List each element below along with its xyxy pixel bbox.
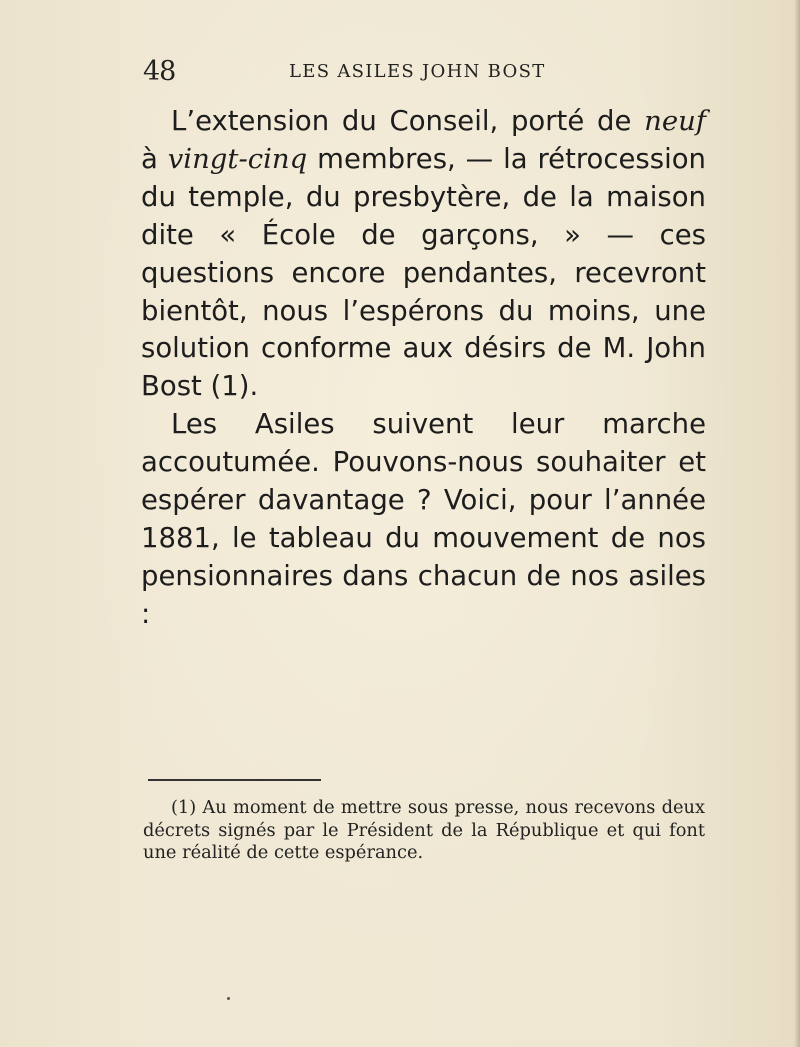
footnote-rule [148,779,321,781]
word-a: à [141,142,158,175]
page-header [143,56,703,90]
italic-neuf: neuf [644,105,706,137]
paragraph-1-rest: membres, — la rétrocession du temple, du presbytère, de la maison dite « École de garçons, » — ces questions encore pendantes, recevront bientôt, nous l’espérons du moins, une solution conforme aux désirs de M. John Bost (1). [141,142,706,403]
paragraph-1 [141,103,706,406]
body-text [141,103,706,634]
page-edge-shadow [794,0,800,1047]
paper-speck [227,997,230,1000]
page-number: 48 [143,56,176,87]
running-head: LES ASILES JOHN BOST [289,61,546,82]
footnote-text: (1) Au moment de mettre sous presse, nous recevons deux décrets signés par le Président de la République et qui font une réalité de cette espérance. [143,797,705,863]
footnote [143,797,705,865]
paragraph-2: Les Asiles suivent leur marche accoutumée. Pouvons-nous souhaiter et espérer davantage ? Voici, pour l’année 1881, le tableau du mouvement de nos pensionnaires dans chacun de nos asiles : [141,408,706,630]
paragraph-1-start: L’extension du Conseil, porté de [171,105,632,137]
italic-vingt-cinq: vingt-cinq [167,142,308,175]
